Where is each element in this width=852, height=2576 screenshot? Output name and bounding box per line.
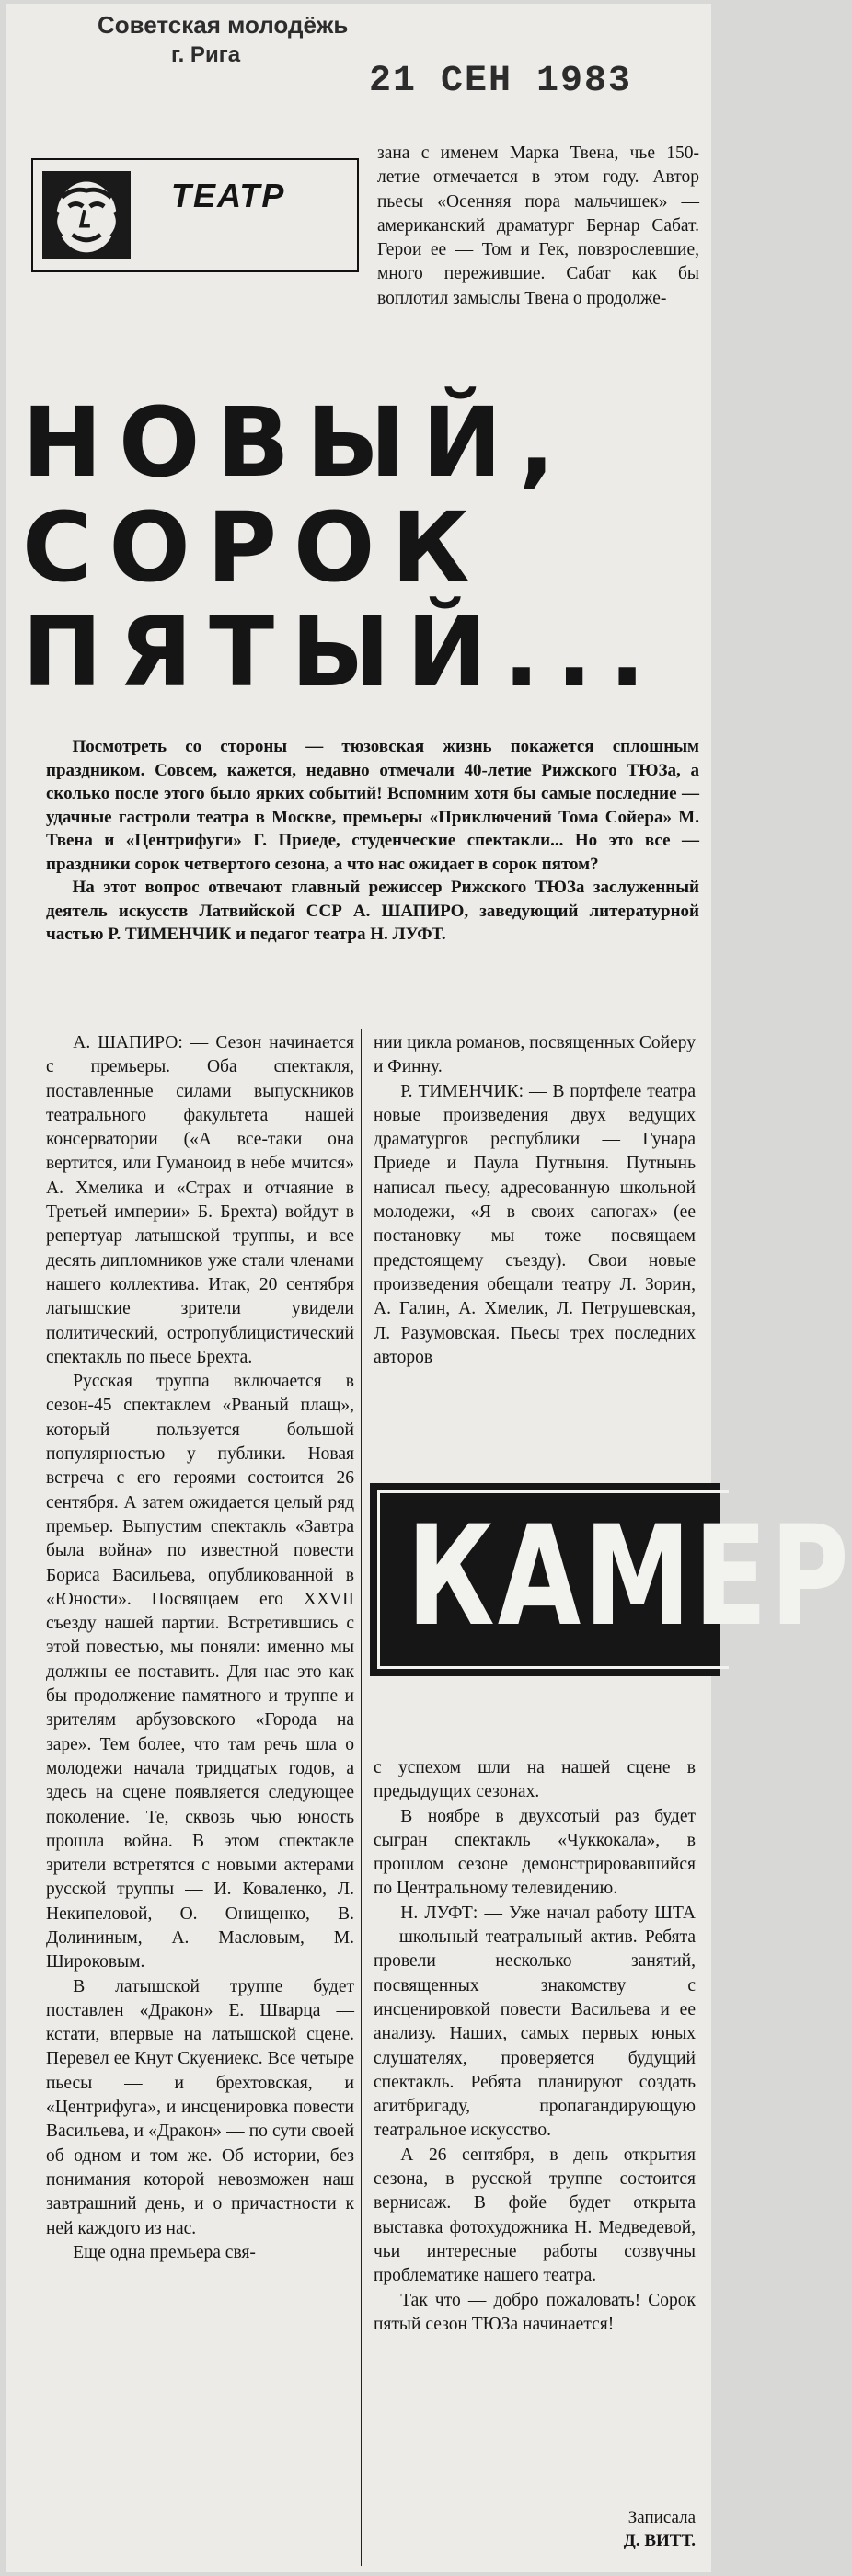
- headline: [22, 386, 703, 708]
- rubric-label: ТЕАТР: [171, 177, 286, 214]
- lead-paragraph: [46, 735, 699, 947]
- paragraph: Русская труппа включается в сезон-45 спектаклем «Рваный плащ», который пользуется большой популярностью у публики. Новая встреча с его героями состоится 26 сентября. А затем ожидается целый ряд премьер. Выпустим спектакль «Завтра была война» по известной повести Бориса Васильева, опубликованной в «Юности». Посвящаем его XXVII съезду нашей партии. Встретившись с этой повестью, мы поняли: именно мы должны ее поставить. Для нас это как бы продолжение памятного и труппе и зрителям арбузовского «Города на заре». Тем более, что там речь шла о молодежи начала тридцатых годов, а здесь на сцене появляется следующее поколение. Те, сквозь чью юность прошла война. В этом спектакле зрители встретятся с новыми актерами русской труппы — И. Коваленко, Л. Некипеловой, О. Онищенко, В. Долининым, А. Масловым, М. Широковым.: [46, 1372, 354, 1972]
- author-name: Д. ВИТТ.: [623, 2531, 696, 2550]
- article-column-right-continued: [374, 1756, 696, 2337]
- lead-text: Посмотреть со стороны — тюзовская жизнь покажется сплошным праздником. Совсем, кажется, недавно отмечали 40-летие Рижского ТЮЗа, а сколько после этого было ярких событий! Вспомним хотя бы самые последние — удачные гастроли театра в Москве, премьеры «Приключений Тома Сойера» М. Твена и «Центрифуги» Г. Приеде, студенческие спектакли... Но это все — праздники сорок четвертого сезона, а что нас ожидает в сорок пятом?: [46, 737, 699, 874]
- paragraph: Так что — добро пожаловать! Сорок пятый сезон ТЮЗа начинается!: [374, 2290, 696, 2334]
- paragraph: с успехом шли на нашей сцене в предыдущих сезонах.: [374, 1758, 696, 1802]
- banner-text: КАМЕР: [407, 1497, 852, 1657]
- theatre-mask-icon: [42, 171, 131, 259]
- signature-label: Записала: [627, 2508, 696, 2527]
- city-stamp: г. Рига: [171, 42, 241, 67]
- newspaper-clipping: [6, 4, 852, 2572]
- article-column-right: [374, 1031, 696, 1370]
- paragraph: Р. ТИМЕНЧИК: — В портфеле театра новые произведения двух ведущих драматургов республики — Гунара Приеде и Паула Путныня. Путнынь написал пьесу, адресованную школьной молодежи, «Я в своих сапогах» (ее постановку мы тоже посвящаем предстоящему съезду). Свои новые произведения обещали театру Л. Зорин, А. Галин, А. Хмелик, Л. Петрушевская, Л. Разумовская. Пьесы трех последних авторов: [374, 1081, 696, 1367]
- headline-line: ПЯТЫЙ...: [22, 596, 662, 708]
- paragraph: В латышской труппе будет поставлен «Дракон» Е. Шварца — кстати, впервые на латышской сцене. Перевел ее Кнут Скуениекс. Все четыре пьесы — и брехтовская, и «Центрифуга», и инсценировка повести Васильева, и «Дракон» — по сути своей об одном и том же. Об истории, без понимания которой невозможен наш завтрашний день, и о причастности к ней каждого из нас.: [46, 1976, 354, 2238]
- signature: [521, 2506, 696, 2552]
- paragraph: А. ШАПИРО: — Сезон начинается с премьеры. Оба спектакля, поставленные силами выпускников театрального факультета нашей консерватории («А все-таки она вертится, или Гуманоид в небе мчится» А. Хмелика и «Страх и отчаяние в Третьей империи» Б. Брехта) войдут в репертуар латышской труппы, и все десять дипломников уже стали членами нашего коллектива. Итак, 20 сентября латышские зрители увидели политический, остропублицистический спектакль по пьесе Брехта.: [46, 1033, 354, 1367]
- paragraph: Н. ЛУФТ: — Уже начал работу ШТА — школьный театральный актив. Ребята провели несколько занятий, посвященных знакомству с инсценировкой повести Васильева и ее анализу. Наших, самых первых юных слушателях, проверяется будущий спектакль. Ребята планируют создать агитбригаду, пропагандирующую театральное искусство.: [374, 1903, 696, 2141]
- newspaper-stamp: Советская молодёжь: [98, 11, 349, 39]
- date-stamp: 21 СЕН 1983: [369, 61, 633, 102]
- rubric-box: [31, 158, 359, 272]
- headline-line: СОРОК: [22, 491, 487, 604]
- kamer-banner: [370, 1483, 852, 1676]
- lead-text: На этот вопрос отвечают главный режиссер Рижского ТЮЗа заслуженный деятель искусств Латвийской ССР А. ШАПИРО, заведующий литературной частью Р. ТИМЕНЧИК и педагог театра Н. ЛУФТ.: [46, 878, 699, 944]
- headline-line: НОВЫЙ,: [22, 386, 572, 499]
- paragraph: Еще одна премьера свя-: [73, 2242, 256, 2262]
- paragraph: нии цикла романов, посвященных Сойеру и Финну.: [374, 1033, 696, 1077]
- article-column-left: [46, 1031, 354, 2265]
- paragraph: А 26 сентября, в день открытия сезона, в русской труппе состоится вернисаж. В фойе будет открыта выставка фотохудожника Н. Медведевой, чьи интересные работы созвучны проблематике нашего театра.: [374, 2145, 696, 2286]
- intro-continuation: [377, 142, 699, 311]
- intro-text: зана с именем Марка Твена, чье 150-летие отмечается в этом году. Автор пьесы «Осенняя пора мальчишек» — американский драматург Бернар Сабат. Герои ее — Том и Гек, повзрослевшие, много пережившие. Сабат как бы воплотил замыслы Твена о продолже-: [377, 144, 699, 308]
- column-divider: [361, 1029, 362, 2566]
- paragraph: В ноябре в двухсотый раз будет сыгран спектакль «Чуккокала», в прошлом сезоне демонстрировавшийся по Центральному телевидению.: [374, 1806, 696, 1899]
